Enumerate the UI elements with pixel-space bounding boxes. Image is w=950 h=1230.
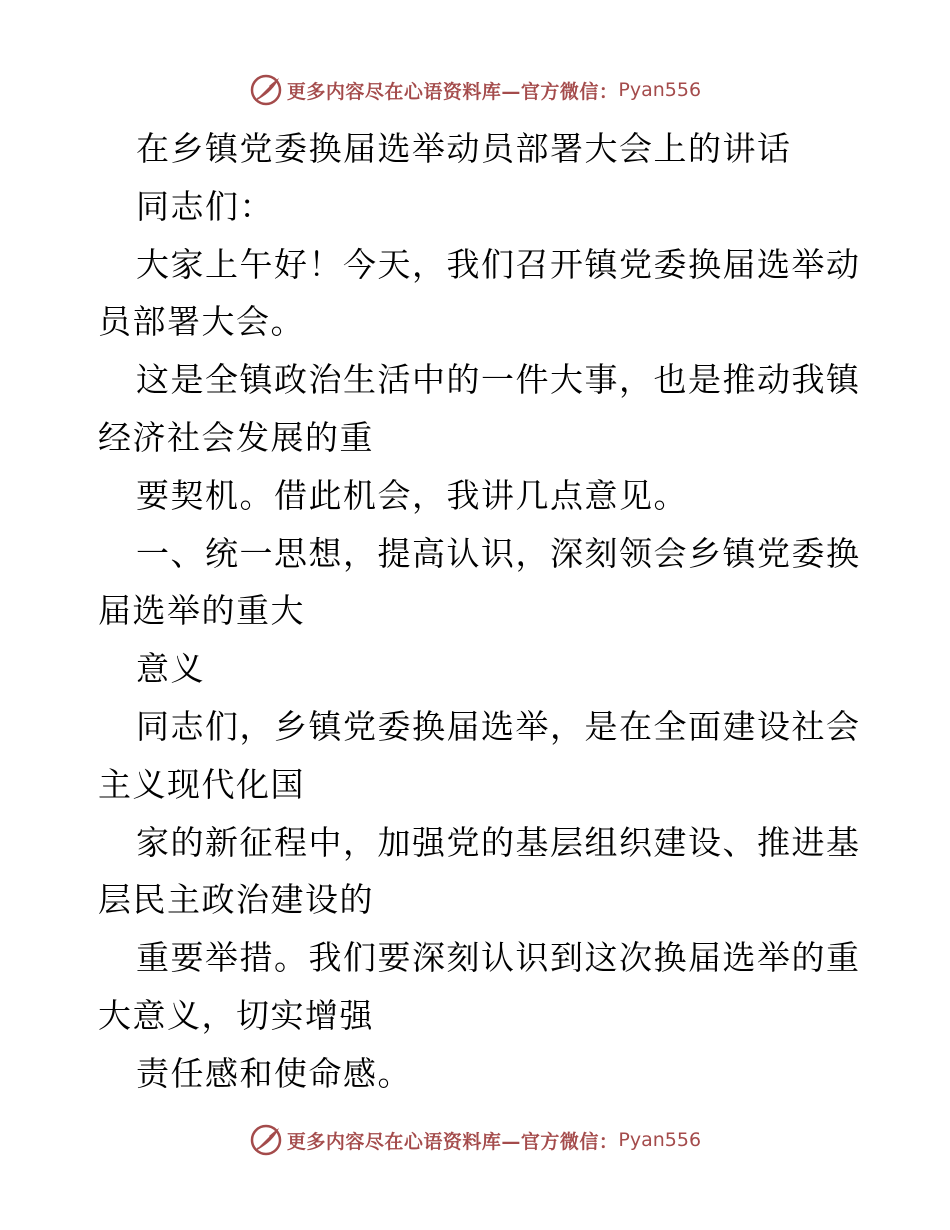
paragraph-line: 这是全镇政治生活中的一件大事，也是推动我镇 (136, 360, 861, 400)
banner-text: 更多内容尽在心语资料库—官方微信： (286, 1130, 619, 1153)
paragraph-line: 同志们，乡镇党委换届选举，是在全面建设社会 (136, 706, 861, 746)
paragraph-line: 重要举措。我们要深刻认识到这次换届选举的重 (136, 938, 861, 978)
paragraph-line: 家的新征程中，加强党的基层组织建设、推进基 (136, 822, 861, 862)
header-banner (0, 70, 950, 110)
quill-pen-icon (249, 1123, 283, 1157)
paragraph-line: 大意义，切实增强 (98, 995, 374, 1035)
paragraph-line: 主义现代化国 (98, 764, 305, 804)
paragraph-line: 经济社会发展的重 (98, 417, 374, 457)
salutation: 同志们： (136, 186, 274, 226)
document-body (98, 120, 861, 1103)
footer-banner (0, 1120, 950, 1160)
section-heading: 届选举的重大 (98, 591, 305, 631)
paragraph-line: 层民主政治建设的 (98, 880, 374, 920)
wechat-id: Pyan556 (618, 79, 702, 101)
paragraph-line: 大家上午好！今天，我们召开镇党委换届选举动 (136, 244, 861, 284)
wechat-id: Pyan556 (618, 1129, 702, 1151)
quill-pen-icon (249, 73, 283, 107)
banner-text: 更多内容尽在心语资料库—官方微信： (286, 80, 619, 103)
section-heading: 一、统一思想，提高认识，深刻领会乡镇党委换 (136, 533, 861, 573)
section-heading: 意义 (136, 649, 205, 689)
paragraph-line: 要契机。借此机会，我讲几点意见。 (136, 475, 688, 515)
document-title: 在乡镇党委换届选举动员部署大会上的讲话 (136, 129, 792, 168)
paragraph-line: 员部署大会。 (98, 302, 305, 342)
paragraph-line: 责任感和使命感。 (136, 1053, 412, 1093)
